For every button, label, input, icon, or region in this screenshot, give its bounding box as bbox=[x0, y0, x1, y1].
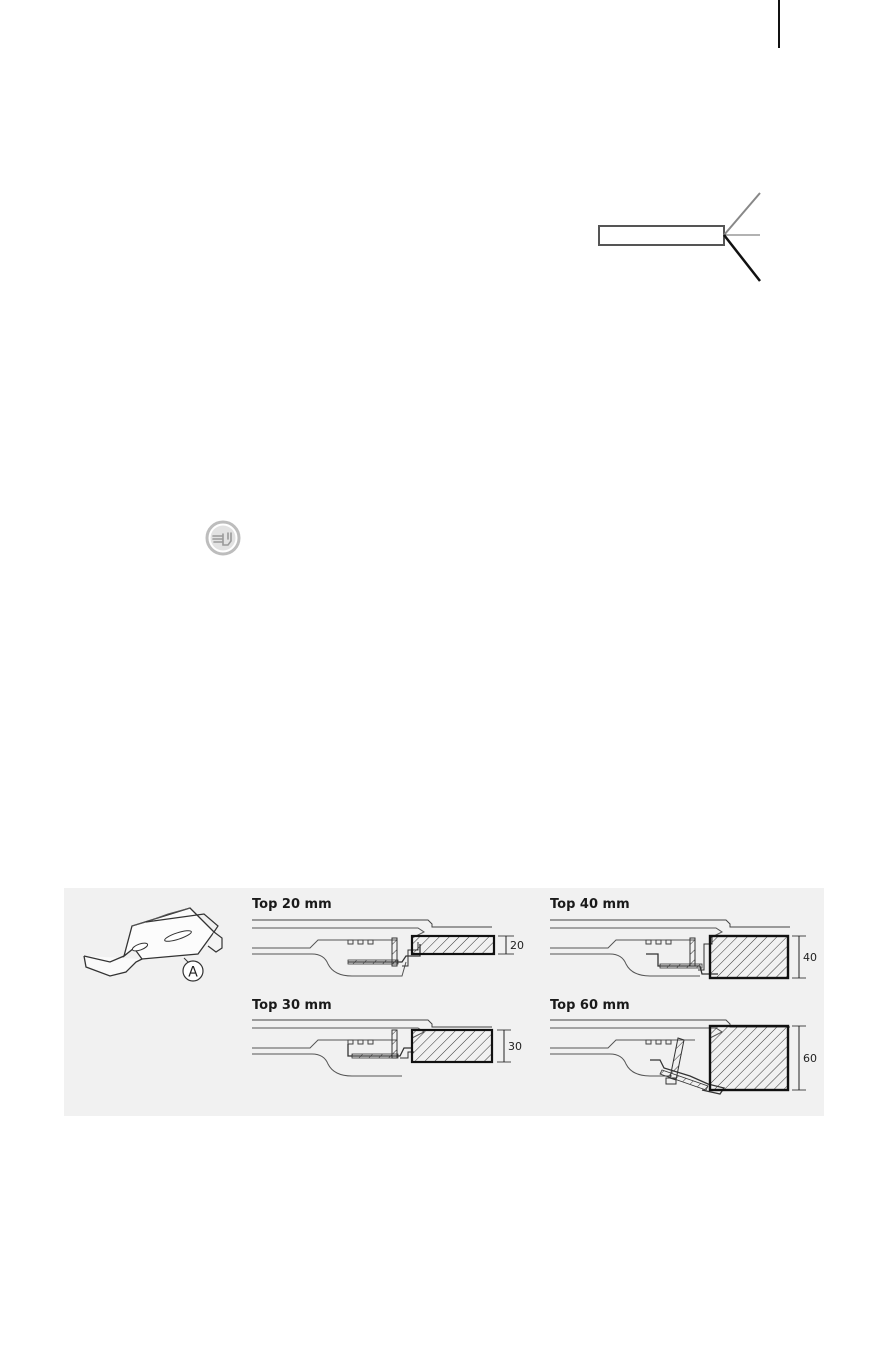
page-rule-line bbox=[778, 0, 780, 48]
cross-section-top-30 bbox=[252, 1016, 542, 1100]
glove-icon bbox=[204, 519, 242, 557]
diagram-title-top-20: Top 20 mm bbox=[252, 897, 332, 912]
dimension-label-30: 30 bbox=[508, 1040, 522, 1053]
cross-section-top-20 bbox=[252, 916, 542, 992]
installation-figure-panel bbox=[64, 888, 824, 1116]
cross-section-top-40 bbox=[550, 916, 824, 992]
cross-section-top-60 bbox=[550, 1016, 824, 1104]
wire-grey bbox=[724, 193, 760, 235]
wire-black bbox=[724, 235, 760, 281]
dimension-label-40: 40 bbox=[803, 951, 817, 964]
dimension-label-60: 60 bbox=[803, 1052, 817, 1065]
fixing-clip-drawing bbox=[72, 892, 232, 992]
dimension-label-20: 20 bbox=[510, 939, 524, 952]
diagram-title-top-40: Top 40 mm bbox=[550, 897, 630, 912]
cable-diagram bbox=[590, 185, 770, 285]
diagram-title-top-60: Top 60 mm bbox=[550, 998, 630, 1013]
part-callout-label: A bbox=[188, 964, 198, 981]
cable-sheath-box bbox=[599, 226, 724, 245]
diagram-title-top-30: Top 30 mm bbox=[252, 998, 332, 1013]
